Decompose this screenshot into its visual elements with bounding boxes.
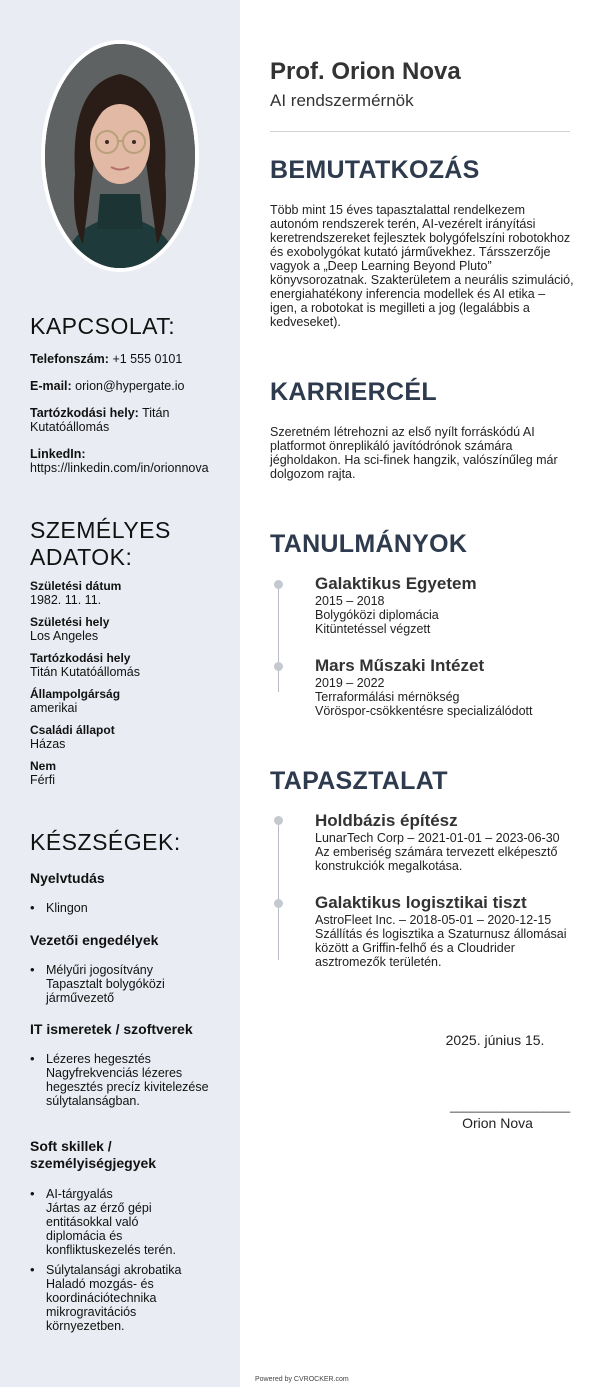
experience-timeline bbox=[278, 820, 279, 960]
main-content bbox=[240, 0, 600, 1387]
objective-title: KARRIERCÉL bbox=[270, 378, 437, 406]
objective-text: Szeretném létrehozni az első nyílt forráskódú AI platformot önreplikáló javítódrónok számára jégholdakon. Ha sci-finek hangzik, valószínűleg már dolgozom rajta. bbox=[270, 425, 558, 481]
footer-credit[interactable]: Powered by CVROCKER.com bbox=[255, 1376, 349, 1383]
intro-text: Több mint 15 éves tapasztalattal rendelkezem autonóm rendszerek terén, AI-vezérelt irányítási keretrendszereket fejlesztek bolygófelszíni robotokhoz és exobolygókat kutató járművekhez. Társszerzője vagyok a „Deep Learning Beyond Pluto” könyvsorozatnak. Szakterületem a neurális szimuláció, energiahatékony inferencia modellek és AI etika – igen, a robotokat is megilleti a jog (legalábbis a kedveseket). bbox=[270, 203, 574, 329]
divider bbox=[270, 131, 570, 132]
contact-phone: Telefonszám: +1 555 0101 bbox=[30, 352, 183, 366]
experience-details: AstroFleet Inc. – 2018-05-01 – 2020-12-15 Szállítás és logisztika a Szaturnusz állomásai között a Griffin-felhő és a Cloudrider asztromezők területén. bbox=[315, 913, 567, 969]
profile-photo bbox=[41, 40, 199, 272]
personal-title: SZEMÉLYES ADATOK: bbox=[30, 517, 171, 570]
list-item: • AI-tárgyalás Jártas az érző gépi entitásokkal való diplomácia és konfliktuskezelés terén. bbox=[30, 1187, 190, 1257]
education-school: Mars Műszaki Intézet bbox=[315, 656, 485, 675]
list-item: • Klingon bbox=[30, 901, 215, 915]
skills-soft-title: Soft skillek / személyiségjegyek bbox=[30, 1138, 157, 1171]
personal-item: Tartózkodási hely Titán Kutatóállomás bbox=[30, 651, 141, 679]
personal-item: Születési dátum 1982. 11. 11. bbox=[30, 579, 122, 607]
experience-role: Galaktikus logisztikai tiszt bbox=[315, 893, 527, 912]
timeline-dot bbox=[274, 662, 283, 671]
education-timeline bbox=[278, 584, 279, 692]
personal-item: Nem Férfi bbox=[30, 759, 57, 787]
skills-licenses-title: Vezetői engedélyek bbox=[30, 932, 159, 948]
list-item: • Mélyűri jogosítvány Tapasztalt bolygóközi járművezető bbox=[30, 963, 215, 1005]
contact-title: KAPCSOLAT: bbox=[30, 313, 176, 339]
signature-name: Orion Nova bbox=[462, 1115, 533, 1131]
skills-soft-list bbox=[30, 1187, 190, 1333]
education-details: 2019 – 2022 Terraformálási mérnökség Vöröspor-csökkentésre specializálódott bbox=[315, 676, 533, 718]
education-school: Galaktikus Egyetem bbox=[315, 574, 477, 593]
list-item: • Súlytalansági akrobatika Haladó mozgás- és koordinációtechnika mikrogravitációs környezetben. bbox=[30, 1263, 190, 1333]
education-details: 2015 – 2018 Bolygóközi diplomácia Kitüntetéssel végzett bbox=[315, 594, 439, 636]
page-title: Prof. Orion Nova bbox=[270, 58, 461, 85]
job-title: AI rendszermérnök bbox=[270, 91, 414, 110]
education-title: TANULMÁNYOK bbox=[270, 530, 468, 558]
timeline-dot bbox=[274, 899, 283, 908]
skills-languages-list bbox=[30, 901, 215, 915]
contact-email[interactable]: E-mail: orion@hypergate.io bbox=[30, 379, 185, 393]
timeline-dot bbox=[274, 580, 283, 589]
skills-it-list bbox=[30, 1052, 215, 1108]
skills-it-title: IT ismeretek / szoftverek bbox=[30, 1021, 193, 1037]
skills-title: KÉSZSÉGEK: bbox=[30, 829, 181, 855]
personal-item: Állampolgárság amerikai bbox=[30, 687, 121, 715]
experience-title: TAPASZTALAT bbox=[270, 767, 448, 795]
skills-licenses-list bbox=[30, 963, 215, 1005]
skills-languages-title: Nyelvtudás bbox=[30, 870, 105, 886]
experience-details: LunarTech Corp – 2021-01-01 – 2023-06-30 Az emberiség számára tervezett elképesztő konstrukciók megalkotása. bbox=[315, 831, 560, 873]
timeline-dot bbox=[274, 816, 283, 825]
contact-location: Tartózkodási hely: Titán Kutatóállomás bbox=[30, 406, 170, 434]
personal-item: Születési hely Los Angeles bbox=[30, 615, 110, 643]
experience-role: Holdbázis építész bbox=[315, 811, 458, 830]
signature-line: __________________ bbox=[450, 1099, 571, 1113]
contact-linkedin[interactable]: LinkedIn: https://linkedin.com/in/orionnova bbox=[30, 447, 209, 475]
intro-title: BEMUTATKOZÁS bbox=[270, 156, 480, 184]
signature-date: 2025. június 15. bbox=[445, 1032, 545, 1048]
list-item: • Lézeres hegesztés Nagyfrekvenciás lézeres hegesztés precíz kivitelezése súlytalanságban. bbox=[30, 1052, 215, 1108]
personal-item: Családi állapot Házas bbox=[30, 723, 115, 751]
sidebar bbox=[0, 0, 240, 1387]
